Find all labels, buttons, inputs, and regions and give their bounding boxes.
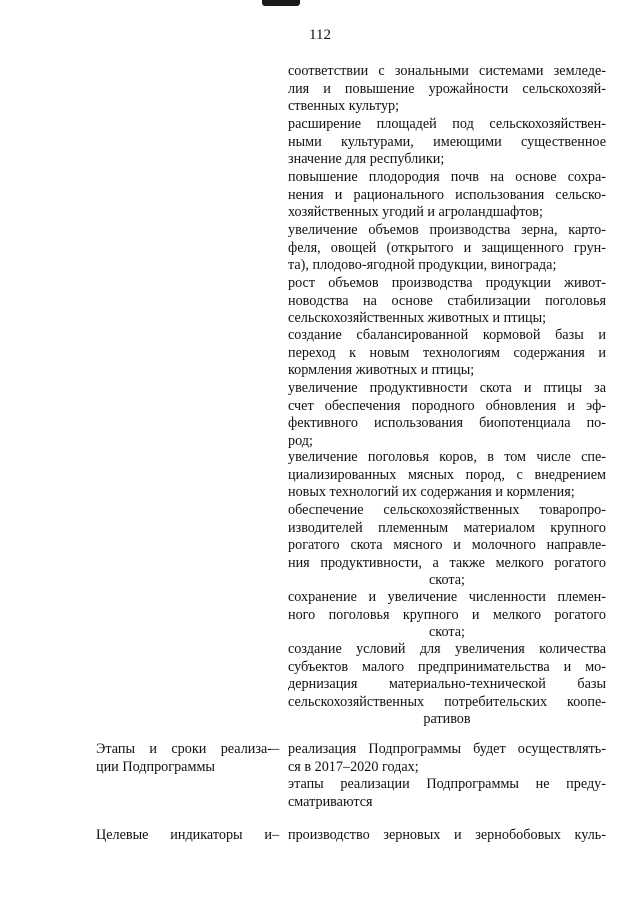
stages-item: реализация Подпрограммы будет осуществлять- ся в 2017–2020 годах;: [288, 741, 606, 775]
list-item: сохранение и увеличение численности племен- ного поголовья крупного и мелкого рогатого скота;: [288, 589, 606, 640]
row-dash: –: [272, 827, 280, 843]
stages-item: этапы реализации Подпрограммы не преду- сматриваются: [288, 776, 606, 810]
list-item: рост объемов производства продукции живот- новодства на основе стабилизации поголовья сельскохозяйственных животных и птицы;: [288, 275, 606, 326]
list-item: увеличение поголовья коров, в том числе спе- циализированных мясных пород, с внедрением новых технологий их содержания и кормления;: [288, 449, 606, 500]
list-item: обеспечение сельскохозяйственных товаропро- изводителей племенным материалом крупного рогатого скота мясного и молочного направле- ния продуктивности, а также мелкого рогатого скота;: [288, 502, 606, 588]
row-label-indicators: Целевые индикаторы и: [96, 827, 272, 843]
page-number: 112: [309, 27, 331, 43]
list-item: увеличение объемов производства зерна, карто- феля, овощей (открытого и защищенного грун- та), плодово-ягодной продукции, винограда;: [288, 222, 606, 273]
indicators-item: производство зерновых и зернобобовых куль-: [288, 827, 606, 843]
list-item: создание условий для увеличения количества субъектов малого предпринимательства и мо- дернизация материально-технической базы сельскохозяйственных потребительских коопе- ративов: [288, 641, 606, 727]
row-dash: –: [272, 741, 280, 757]
list-item: создание сбалансированной кормовой базы и переход к новым технологиям содержания и кормления животных и птицы;: [288, 327, 606, 378]
list-item: повышение плодородия почв на основе сохра- нения и рационального использования сельско- хозяйственных угодий и агроландшафтов;: [288, 169, 606, 220]
list-item: расширение площадей под сельскохозяйствен- ными культурами, имеющими существенное значение для республики;: [288, 116, 606, 167]
list-item: соответствии с зональными системами земледе- лия и повышение урожайности сельскохозяй- ственных культур;: [288, 63, 606, 114]
scan-edge-mark: [262, 0, 300, 6]
row-label-stages: Этапы и сроки реализа- ции Подпрограммы: [96, 741, 272, 775]
list-item: увеличение продуктивности скота и птицы за счет обеспечения породного обновления и эф- фективного использования биопотенциала по- род;: [288, 380, 606, 449]
